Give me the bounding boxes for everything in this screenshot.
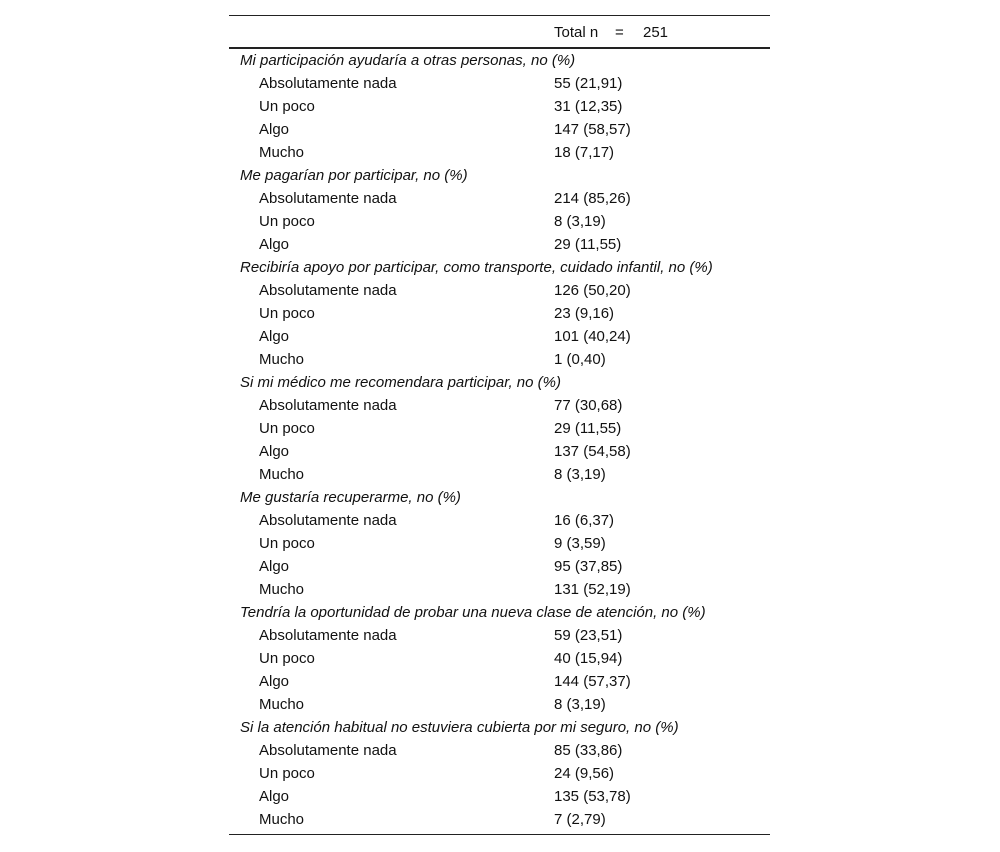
row-label: Un poco: [259, 535, 315, 552]
row-label: Algo: [259, 328, 290, 345]
row-label: Mucho: [259, 466, 305, 483]
row-label: Algo: [259, 673, 290, 690]
table-row: [229, 693, 770, 716]
table-row: [229, 233, 770, 256]
table-row: [229, 647, 770, 670]
table-row: [229, 210, 770, 233]
row-value: 18 (7,17): [554, 144, 615, 161]
row-value: 1 (0,40): [554, 351, 606, 368]
row-value: 8 (3,19): [554, 466, 606, 483]
row-label: Mucho: [259, 811, 305, 828]
section-title: Me pagarían por participar, no (%): [240, 167, 468, 184]
table-row: [229, 739, 770, 762]
row-label: Un poco: [259, 98, 315, 115]
row-label: Mucho: [259, 351, 305, 368]
table-row: [229, 785, 770, 808]
row-label: Absolutamente nada: [259, 282, 397, 299]
table-row: [229, 141, 770, 164]
row-value: 7 (2,79): [554, 811, 606, 828]
row-label: Algo: [259, 788, 290, 805]
row-value: 8 (3,19): [554, 696, 606, 713]
row-value: 126 (50,20): [554, 282, 631, 299]
row-label: Absolutamente nada: [259, 742, 397, 759]
row-value: 23 (9,16): [554, 305, 615, 322]
row-label: Mucho: [259, 581, 305, 598]
row-value: 77 (30,68): [554, 397, 623, 414]
table-row: [229, 463, 770, 486]
row-label: Algo: [259, 121, 290, 138]
table-bottom-rule: [229, 834, 770, 835]
table-row: [229, 118, 770, 141]
row-value: 131 (52,19): [554, 581, 631, 598]
row-value: 147 (58,57): [554, 121, 631, 138]
table-row: [229, 808, 770, 831]
row-value: 95 (37,85): [554, 558, 623, 575]
table-row: [229, 95, 770, 118]
row-label: Mucho: [259, 144, 305, 161]
row-value: 16 (6,37): [554, 512, 615, 529]
row-label: Algo: [259, 443, 290, 460]
table-row: [229, 555, 770, 578]
row-value: 29 (11,55): [554, 420, 622, 437]
row-value: 9 (3,59): [554, 535, 606, 552]
row-value: 214 (85,26): [554, 190, 631, 207]
section-title: Mi participación ayudaría a otras personas, no (%): [240, 52, 576, 69]
row-label: Absolutamente nada: [259, 512, 397, 529]
table-header: [229, 16, 770, 47]
table-row: [229, 302, 770, 325]
table-row: [229, 624, 770, 647]
row-value: 144 (57,37): [554, 673, 631, 690]
table-row: [229, 440, 770, 463]
table-row: [229, 279, 770, 302]
section-title: Si mi médico me recomendara participar, no (%): [240, 374, 561, 391]
table-row: [229, 72, 770, 95]
table-row: [229, 762, 770, 785]
table-row: [229, 394, 770, 417]
row-label: Absolutamente nada: [259, 627, 397, 644]
row-label: Algo: [259, 558, 290, 575]
row-value: 8 (3,19): [554, 213, 606, 230]
total-value: 251: [643, 24, 669, 41]
row-value: 29 (11,55): [554, 236, 622, 253]
row-value: 59 (23,51): [554, 627, 623, 644]
row-value: 55 (21,91): [554, 75, 623, 92]
row-label: Absolutamente nada: [259, 75, 397, 92]
table-row: [229, 509, 770, 532]
section-title: Tendría la oportunidad de probar una nueva clase de atención, no (%): [240, 604, 706, 621]
table-row: [229, 670, 770, 693]
row-label: Un poco: [259, 650, 315, 667]
total-header: [554, 24, 668, 41]
row-value: 24 (9,56): [554, 765, 615, 782]
table-row: [229, 348, 770, 371]
row-value: 31 (12,35): [554, 98, 623, 115]
table-row: [229, 325, 770, 348]
table-row: [229, 187, 770, 210]
table-row: [229, 578, 770, 601]
table-row: [229, 417, 770, 440]
row-label: Absolutamente nada: [259, 190, 397, 207]
equals-sign: =: [615, 24, 624, 41]
row-value: 101 (40,24): [554, 328, 631, 345]
table-body: [229, 49, 770, 834]
row-label: Un poco: [259, 765, 315, 782]
data-table: [229, 15, 770, 835]
section-title: Si la atención habitual no estuviera cubierta por mi seguro, no (%): [240, 719, 679, 736]
row-value: 40 (15,94): [554, 650, 623, 667]
row-label: Absolutamente nada: [259, 397, 397, 414]
row-label: Un poco: [259, 420, 315, 437]
row-value: 135 (53,78): [554, 788, 631, 805]
row-label: Un poco: [259, 305, 315, 322]
total-label: Total n: [554, 24, 599, 41]
table-row: [229, 532, 770, 555]
row-value: 85 (33,86): [554, 742, 623, 759]
row-label: Algo: [259, 236, 290, 253]
section-title: Recibiría apoyo por participar, como transporte, cuidado infantil, no (%): [240, 259, 713, 276]
row-label: Mucho: [259, 696, 305, 713]
row-label: Un poco: [259, 213, 315, 230]
row-value: 137 (54,58): [554, 443, 631, 460]
section-title: Me gustaría recuperarme, no (%): [240, 489, 461, 506]
